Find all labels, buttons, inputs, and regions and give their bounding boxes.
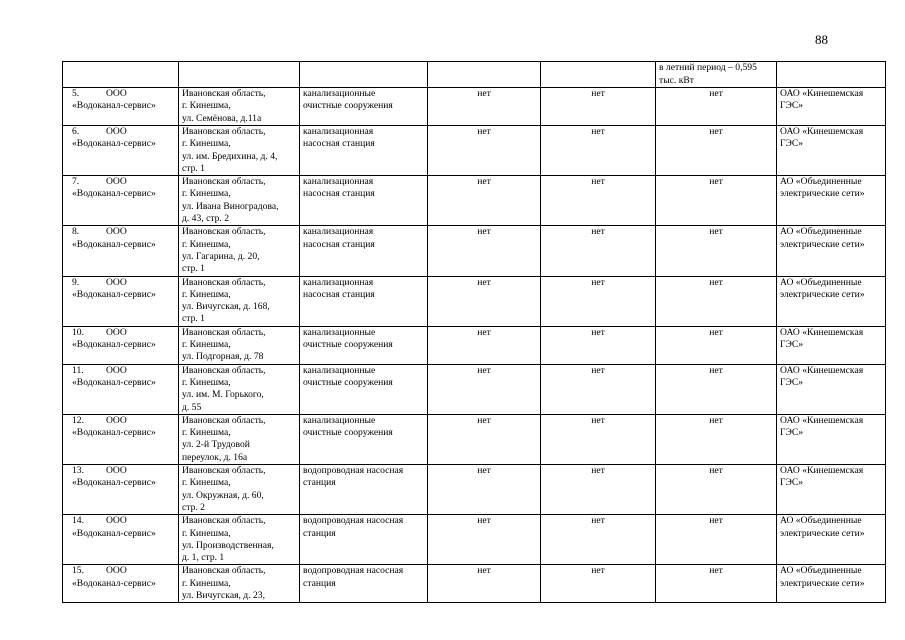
address-line: стр. 2 [182,501,205,513]
table-row [63,276,886,326]
address-line: ул. им. Бредихина, д. 4, [182,150,278,162]
object-type-line: канализационные [303,326,376,338]
row-number: 15. [72,565,84,577]
cell-value-c5: нет [541,565,656,603]
cell-address [179,176,300,226]
cell-organization [63,276,179,326]
row-number: 7. [72,176,80,188]
cell-object-type [300,326,428,364]
address-line: ул. Ивана Виноградова, [182,200,279,212]
cell-value-c4: нет [428,176,541,226]
address-line: ул. Производственная, [182,539,274,551]
cell-value-c5: нет [541,276,656,326]
address-line: г. Кинешма, [182,339,231,351]
org-name: «Водоканал-сервис» [72,188,156,200]
org-form: ООО [106,465,127,477]
address-line: г. Кинешма, [182,376,231,388]
cell-value-c4: нет [428,364,541,414]
cell-organization [63,414,179,464]
object-type-line: очистные сооружения [303,100,393,112]
cell-value-c5: нет [541,414,656,464]
cell-value-c6: нет [656,515,777,565]
org-form: ООО [106,515,127,527]
cell-grid-company [777,565,886,603]
grid-company-line: ОАО «Кинешемская [780,465,864,477]
row-number: 6. [72,126,80,137]
cell-address [179,126,300,176]
grid-company-line: электрические сети» [780,527,865,539]
address-line: ул. 2-й Трудовой [182,439,250,451]
table-row [63,326,886,364]
address-line: Ивановская область, [182,88,266,99]
object-type-line: водопроводная насосная [303,465,404,477]
address-line: стр. 1 [182,162,205,174]
cell-organization [63,565,179,603]
row-number: 13. [72,465,84,477]
address-line: д. 55 [182,401,202,413]
address-line: Ивановская область, [182,465,266,477]
grid-company-line: ГЭС» [780,427,804,439]
object-type-line: водопроводная насосная [303,515,404,527]
address-line: ул. Вичугская, д. 168, [182,301,270,313]
cell-object-type [300,126,428,176]
cell-organization [63,88,179,126]
object-type-line: очистные сооружения [303,376,393,388]
address-line: Ивановская область, [182,364,266,376]
org-name: «Водоканал-сервис» [72,527,156,539]
cell-empty [300,62,428,88]
address-line: ул. Подгорная, д. 78 [182,351,264,363]
org-name: «Водоканал-сервис» [72,100,156,112]
cell-empty [63,62,179,88]
table-row [63,364,886,414]
cell-empty [541,62,656,88]
object-type-line: канализационная [303,276,374,288]
cell-address [179,364,300,414]
grid-company-line: АО «Объединенные [780,176,862,188]
object-type-line: станция [303,577,336,589]
grid-company-line: электрические сети» [780,188,865,200]
cell-value-c6: нет [656,88,777,126]
cell-empty [777,62,886,88]
cell-value-c4: нет [428,326,541,364]
row-number: 11. [72,364,84,376]
cell-object-type [300,364,428,414]
cell-object-type [300,226,428,276]
cell-value-c5: нет [541,176,656,226]
address-line: стр. 1 [182,313,205,325]
object-type-line: канализационная [303,126,374,137]
cell-value-c4: нет [428,88,541,126]
grid-company-line: электрические сети» [780,288,865,300]
address-line: г. Кинешма, [182,477,231,489]
address-line: г. Кинешма, [182,527,231,539]
table-row [63,176,886,226]
cell-address [179,326,300,364]
cell-value-c6: нет [656,326,777,364]
grid-company-line: АО «Объединенные [780,565,862,577]
object-type-line: насосная станция [303,238,375,250]
org-name: «Водоканал-сервис» [72,577,156,589]
cell-address [179,565,300,603]
org-form: ООО [106,226,127,238]
cell-value-c6: нет [656,176,777,226]
cell-value-c6: нет [656,364,777,414]
object-type-line: канализационные [303,364,376,376]
cell-grid-company [777,226,886,276]
cell-value-c6: нет [656,126,777,176]
cell-empty [179,62,300,88]
org-name: «Водоканал-сервис» [72,288,156,300]
grid-company-line: ГЭС» [780,100,804,112]
address-line: Ивановская область, [182,176,266,188]
object-type-line: насосная станция [303,188,375,200]
grid-company-line: АО «Объединенные [780,515,862,527]
org-name: «Водоканал-сервис» [72,427,156,439]
address-line: ул. Окружная, д. 60, [182,489,264,501]
cell-value-c4: нет [428,465,541,515]
cell-value-c5: нет [541,465,656,515]
cell-organization [63,126,179,176]
grid-company-line: электрические сети» [780,238,865,250]
address-line: Ивановская область, [182,226,266,238]
address-line: д. 1, стр. 1 [182,552,225,564]
org-form: ООО [106,126,127,137]
object-type-line: канализационные [303,414,376,426]
cell-value-c5: нет [541,126,656,176]
cell-object-type [300,515,428,565]
table-row [63,226,886,276]
cell-address [179,88,300,126]
cell-organization [63,226,179,276]
cell-value-c5: нет [541,515,656,565]
address-line: ул. Гагарина, д. 20, [182,250,260,262]
cell-address [179,276,300,326]
utility-objects-table [62,61,886,603]
object-type-line: насосная станция [303,288,375,300]
cell-object-type [300,88,428,126]
cell-grid-company [777,126,886,176]
address-line: Ивановская область, [182,126,266,137]
row-number: 9. [72,276,80,288]
cell-grid-company [777,276,886,326]
object-type-line: насосная станция [303,138,375,150]
cell-empty [428,62,541,88]
address-line: Ивановская область, [182,515,266,527]
cell-value-c4: нет [428,515,541,565]
cell-address [179,515,300,565]
cell-value-c4: нет [428,276,541,326]
cell-grid-company [777,364,886,414]
address-line: г. Кинешма, [182,288,231,300]
row-number: 10. [72,326,84,338]
cell-power-note [656,62,777,88]
cell-object-type [300,176,428,226]
cell-value-c5: нет [541,88,656,126]
org-name: «Водоканал-сервис» [72,138,156,150]
org-name: «Водоканал-сервис» [72,376,156,388]
cell-address [179,414,300,464]
cell-grid-company [777,176,886,226]
table-row [63,565,886,603]
cell-grid-company [777,465,886,515]
grid-company-line: ГЭС» [780,477,804,489]
address-line: Ивановская область, [182,565,266,577]
cell-organization [63,364,179,414]
object-type-line: очистные сооружения [303,427,393,439]
cell-organization [63,465,179,515]
address-line: Ивановская область, [182,276,266,288]
cell-object-type [300,276,428,326]
grid-company-line: ОАО «Кинешемская [780,414,864,426]
org-form: ООО [106,414,127,426]
cell-object-type [300,465,428,515]
grid-company-line: ГЭС» [780,376,804,388]
org-name: «Водоканал-сервис» [72,477,156,489]
grid-company-line: ОАО «Кинешемская [780,88,864,99]
address-line: Ивановская область, [182,414,266,426]
grid-company-line: ОАО «Кинешемская [780,126,864,137]
org-form: ООО [106,88,127,99]
cell-grid-company [777,515,886,565]
org-form: ООО [106,326,127,338]
table-row [63,515,886,565]
row-number: 8. [72,226,80,238]
address-line: г. Кинешма, [182,138,231,150]
cell-value-c6: нет [656,276,777,326]
grid-company-line: АО «Объединенные [780,276,862,288]
address-line: д. 43, стр. 2 [182,213,230,225]
cell-value-c6: нет [656,565,777,603]
object-type-line: станция [303,477,336,489]
grid-company-line: ГЭС» [780,138,804,150]
page-number: 88 [815,32,828,47]
object-type-line: очистные сооружения [303,339,393,351]
object-type-line: канализационная [303,226,374,238]
address-line: ул. Вичугская, д. 23, [182,589,265,601]
org-name: «Водоканал-сервис» [72,339,156,351]
address-line: ул. Семёнова, д.11а [182,112,262,124]
cell-value-c5: нет [541,226,656,276]
grid-company-line: электрические сети» [780,577,865,589]
cell-organization [63,515,179,565]
org-name: «Водоканал-сервис» [72,238,156,250]
power-note-line: в летний период – 0,595 [659,62,757,74]
address-line: г. Кинешма, [182,188,231,200]
address-line: г. Кинешма, [182,238,231,250]
grid-company-line: ОАО «Кинешемская [780,364,864,376]
table-row [63,465,886,515]
object-type-line: канализационная [303,176,374,188]
grid-company-line: ОАО «Кинешемская [780,326,864,338]
row-number: 12. [72,414,84,426]
cell-value-c5: нет [541,326,656,364]
cell-value-c4: нет [428,565,541,603]
object-type-line: станция [303,527,336,539]
address-line: стр. 1 [182,263,205,275]
address-line: Ивановская область, [182,326,266,338]
address-line: переулок, д. 16а [182,451,248,463]
table-row [63,126,886,176]
cell-grid-company [777,414,886,464]
grid-company-line: ГЭС» [780,339,804,351]
org-form: ООО [106,276,127,288]
address-line: г. Кинешма, [182,427,231,439]
table-header-continuation-row [63,62,886,88]
row-number: 5. [72,88,80,99]
address-line: г. Кинешма, [182,577,231,589]
cell-value-c6: нет [656,414,777,464]
cell-object-type [300,414,428,464]
org-form: ООО [106,364,127,376]
row-number: 14. [72,515,84,527]
cell-organization [63,176,179,226]
cell-value-c4: нет [428,126,541,176]
cell-grid-company [777,326,886,364]
power-note-line: тыс. кВт [659,74,694,86]
cell-organization [63,326,179,364]
org-form: ООО [106,565,127,577]
cell-address [179,226,300,276]
table-row [63,88,886,126]
cell-object-type [300,565,428,603]
org-form: ООО [106,176,127,188]
cell-value-c6: нет [656,226,777,276]
cell-value-c4: нет [428,414,541,464]
cell-value-c4: нет [428,226,541,276]
address-line: ул. им. М. Горького, [182,389,264,401]
cell-address [179,465,300,515]
cell-grid-company [777,88,886,126]
object-type-line: канализационные [303,88,376,99]
cell-value-c5: нет [541,364,656,414]
address-line: г. Кинешма, [182,100,231,112]
cell-value-c6: нет [656,465,777,515]
object-type-line: водопроводная насосная [303,565,404,577]
grid-company-line: АО «Объединенные [780,226,862,238]
table-row [63,414,886,464]
